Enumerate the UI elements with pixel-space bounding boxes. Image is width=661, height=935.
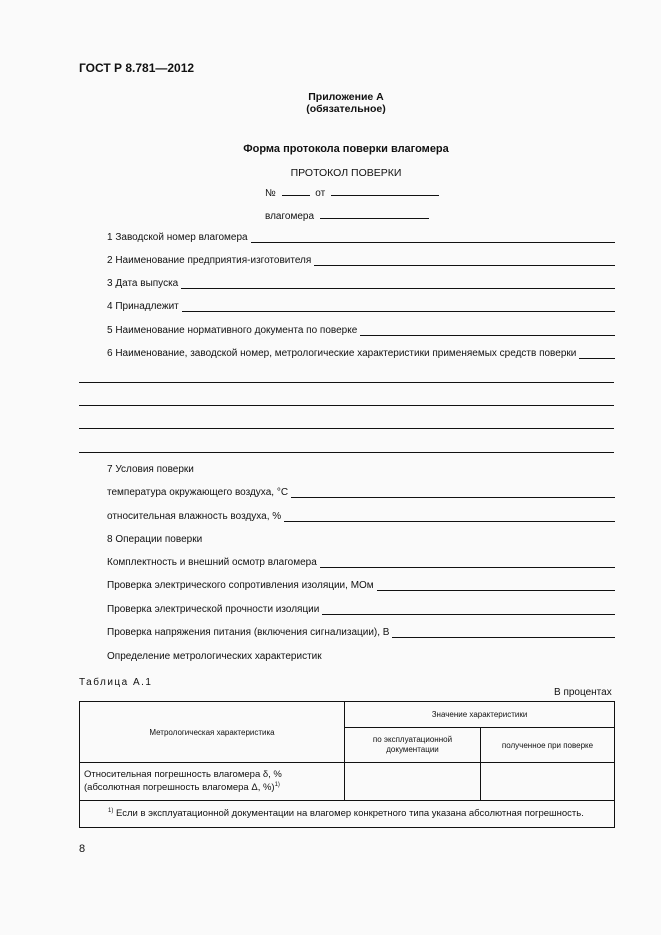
blank-line[interactable] (79, 382, 614, 383)
fill-line[interactable] (291, 487, 615, 498)
cell-docs-value[interactable] (345, 763, 481, 801)
table-footnote (80, 801, 615, 828)
moisture-meter-blank[interactable] (320, 209, 429, 219)
blank-line[interactable] (79, 405, 614, 406)
row-line-2: (абсолютная погрешность влагомера Δ, %) (84, 782, 275, 794)
row-line-1: Относительная погрешность влагомера δ, % (84, 769, 282, 781)
fill-line[interactable] (182, 301, 615, 312)
fill-line[interactable] (377, 580, 615, 591)
conditions-title: 7 Условия поверки (107, 464, 194, 475)
field-label: 3 Дата выпуска (107, 278, 179, 289)
footnote-text: Если в эксплуатационной документации на влагомер конкретного типа указана абсолютная погрешность. (115, 808, 584, 820)
fill-line[interactable] (392, 627, 615, 638)
header-verification: полученное при поверке (481, 728, 615, 763)
moisture-meter-row (265, 209, 429, 222)
form-title: Форма протокола поверки влагомера (243, 143, 449, 155)
row-characteristic (80, 763, 345, 801)
field-insulation-strength[interactable] (107, 604, 615, 615)
field-label: относительная влажность воздуха, % (107, 511, 282, 522)
fill-line[interactable] (360, 325, 615, 336)
cell-verification-value[interactable] (481, 763, 615, 801)
field-label: температура окружающего воздуха, °С (107, 487, 289, 498)
field-label: Проверка напряжения питания (включения сигнализации), В (107, 627, 390, 638)
fill-line[interactable] (322, 604, 615, 615)
table-caption: Таблица А.1 (79, 677, 153, 688)
protocol-title: ПРОТОКОЛ ПОВЕРКИ (290, 167, 402, 179)
operations-title: 8 Операции поверки (107, 534, 203, 545)
number-label: № (265, 188, 276, 199)
field-owner[interactable] (107, 301, 615, 312)
field-label: 4 Принадлежит (107, 301, 179, 312)
field-release-date[interactable] (107, 278, 615, 289)
header-characteristic: Метрологическая характеристика (80, 702, 345, 763)
fill-line[interactable] (181, 278, 615, 289)
field-label: 6 Наименование, заводской номер, метрологические характеристики применяемых средств поверки (107, 348, 577, 359)
field-label: Проверка электрической прочности изоляции (107, 604, 320, 615)
fill-line[interactable] (579, 348, 615, 359)
header-docs: по эксплуатационной документации (345, 728, 481, 763)
metrology-heading: Определение метрологических характеристик (107, 651, 322, 662)
field-verification-means[interactable] (107, 348, 615, 359)
blank-line[interactable] (79, 452, 614, 453)
fill-line[interactable] (314, 255, 615, 266)
field-label: 1 Заводской номер влагомера (107, 232, 248, 243)
header-value: Значение характеристики (345, 702, 615, 728)
fill-line[interactable] (251, 232, 615, 243)
field-humidity[interactable] (107, 511, 615, 522)
field-label: Комплектность и внешний осмотр влагомера (107, 557, 317, 568)
characteristics-table (79, 701, 615, 828)
field-temperature[interactable] (107, 487, 615, 498)
standard-designation: ГОСТ Р 8.781—2012 (79, 61, 195, 75)
footnote-mark: 1) (108, 808, 114, 815)
protocol-number-row (265, 186, 439, 199)
blank-line[interactable] (79, 428, 614, 429)
appendix-title: Приложение А (308, 91, 384, 103)
field-serial-number[interactable] (107, 232, 615, 243)
field-label: 5 Наименование нормативного документа по поверке (107, 325, 358, 336)
field-insulation-resistance[interactable] (107, 580, 615, 591)
fill-line[interactable] (284, 511, 615, 522)
field-completeness[interactable] (107, 557, 615, 568)
field-label: Проверка электрического сопротивления изоляции, МОм (107, 580, 374, 591)
field-label: 2 Наименование предприятия-изготовителя (107, 255, 312, 266)
field-supply-voltage[interactable] (107, 627, 615, 638)
number-blank[interactable] (282, 186, 310, 196)
field-normative-document[interactable] (107, 325, 615, 336)
from-label: от (315, 188, 326, 199)
fill-line[interactable] (320, 557, 615, 568)
moisture-meter-label: влагомера (265, 211, 315, 222)
field-manufacturer[interactable] (107, 255, 615, 266)
table-units: В процентах (554, 687, 612, 698)
date-blank[interactable] (331, 186, 439, 196)
appendix-status: (обязательное) (306, 103, 386, 115)
page-number: 8 (79, 843, 86, 855)
row-note-mark: 1) (274, 782, 280, 789)
